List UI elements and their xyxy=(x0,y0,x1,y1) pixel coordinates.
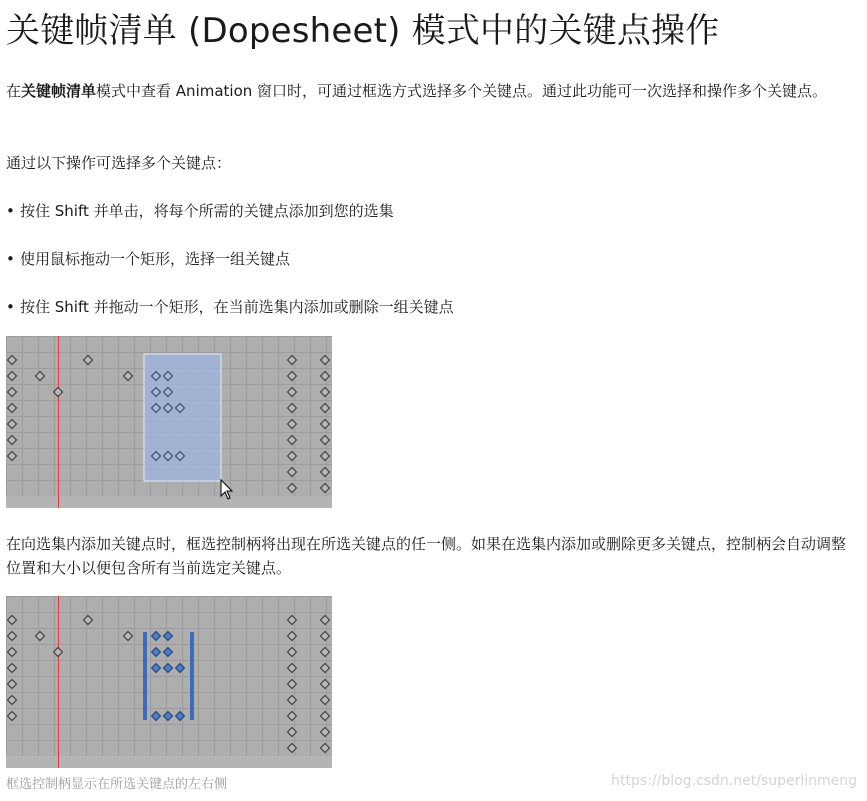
bullet-text: 按住 Shift 并拖动一个矩形，在当前选集内添加或删除一组关键点 xyxy=(20,298,454,316)
bullet-text: 按住 Shift 并单击，将每个所需的关键点添加到您的选集 xyxy=(20,202,394,220)
page-title: 关键帧清单 (Dopesheet) 模式中的关键点操作 xyxy=(6,11,720,51)
bullet-text: 使用鼠标拖动一个矩形，选择一组关键点 xyxy=(20,250,291,268)
bullet-dot: • xyxy=(6,298,15,316)
howto-paragraph: 通过以下操作可选择多个关键点： xyxy=(6,154,232,172)
intro-bold-term: 关键帧清单 xyxy=(21,82,97,100)
dopesheet-box-select-figure xyxy=(6,336,332,508)
bottom-bar xyxy=(6,496,332,508)
bullet-item xyxy=(6,199,394,223)
dopesheet-grid-image xyxy=(6,336,332,508)
intro-rest: 模式中查看 Animation 窗口时，可通过框选方式选择多个关键点。通过此功能可一次选择和操作多个关键点。 xyxy=(96,82,828,100)
bullet-dot: • xyxy=(6,250,15,268)
watermark: https://blog.csdn.net/superlinmeng xyxy=(611,773,857,789)
bullet-item xyxy=(6,295,454,319)
bottom-bar xyxy=(6,756,332,768)
left-handle xyxy=(143,632,147,720)
bullet-item xyxy=(6,247,290,271)
handles-paragraph: 在向选集内添加关键点时，框选控制柄将出现在所选关键点的任一侧。如果在选集内添加或删除更多关键点，控制柄会自动调整位置和大小以便包含所有当前选定关键点。 xyxy=(6,535,847,577)
figure-caption: 框选控制柄显示在所选关键点的左右侧 xyxy=(6,777,228,792)
intro-paragraph xyxy=(6,79,856,103)
intro-prefix: 在 xyxy=(6,82,22,100)
dopesheet-handles-figure xyxy=(6,596,332,768)
dopesheet-grid-image xyxy=(6,596,332,768)
right-handle xyxy=(190,632,194,720)
bullet-dot: • xyxy=(6,202,15,220)
